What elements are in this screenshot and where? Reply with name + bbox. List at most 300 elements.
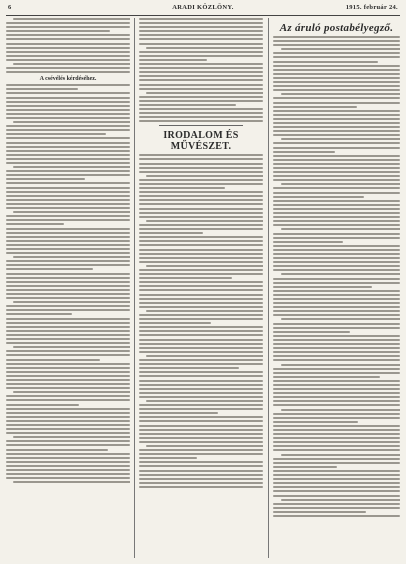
text-block [6,84,130,483]
text-line [139,261,263,263]
text-line [273,368,400,370]
text-line [139,380,263,382]
text-line [139,232,203,234]
text-line [6,404,79,406]
text-line [273,192,400,194]
text-line [6,318,130,320]
text-line [6,449,108,451]
text-line [6,223,64,225]
text-line [139,384,263,386]
text-line [6,248,130,250]
text-line [6,416,130,418]
text-line [273,114,400,116]
text-line [273,347,400,349]
text-line [6,412,130,414]
masthead-rule [6,15,400,16]
text-line [6,334,130,336]
text-line [139,51,263,53]
text-line [13,121,130,123]
text-line [6,101,130,103]
section-rule [159,125,243,126]
text-line [273,515,400,517]
column-1 [6,18,130,558]
text-line [6,228,130,230]
text-line [281,138,400,140]
text-line [6,297,130,299]
text-line [139,437,263,439]
text-line [273,241,343,243]
text-line [273,69,400,71]
text-line [139,465,263,467]
text-line [281,93,400,95]
text-line [273,437,400,439]
text-line [6,30,110,32]
text-line [6,387,130,389]
text-line [139,104,236,106]
text-line [139,412,218,414]
text-line [6,174,130,176]
text-line [273,331,350,333]
text-line [139,203,263,205]
text-line [6,59,130,61]
text-line [139,416,263,418]
text-line [6,432,130,434]
text-line [6,88,78,90]
text-line [6,55,130,57]
text-line [6,51,130,53]
text-line [6,359,100,361]
text-line [273,159,400,161]
text-line [273,106,357,108]
text-line [6,313,72,315]
text-line [139,240,263,242]
text-line [281,409,400,411]
text-line [139,171,263,173]
text-line [6,371,130,373]
text-line [273,466,337,468]
text-line [139,30,263,32]
text-line [6,293,130,295]
text-line [146,47,263,49]
text-line [273,212,400,214]
text-line [273,269,400,271]
text-line [273,36,400,38]
text-line [273,323,400,325]
text-line [6,264,130,266]
text-line [273,81,400,83]
text-line [273,286,372,288]
text-line [139,116,263,118]
text-line [273,265,400,267]
text-line [273,343,400,345]
text-line [273,155,400,157]
text-line [273,278,400,280]
text-line [273,327,400,329]
text-line [6,375,130,377]
text-line [6,428,130,430]
text-line [139,363,263,365]
text-line [273,179,400,181]
text-line [273,204,400,206]
text-line [273,44,400,46]
text-line [273,433,400,435]
text-line [146,355,263,357]
text-line [139,302,263,304]
text-line [139,120,263,122]
text-line [6,440,130,442]
text-line [273,503,400,505]
text-line [146,445,263,447]
text-line [273,122,400,124]
text-line [6,34,130,36]
text-line [139,67,263,69]
text-line [139,347,263,349]
text-line [273,147,400,149]
text-line [273,233,400,235]
text-line [273,261,400,263]
text-line [273,388,400,390]
text-line [6,219,130,221]
text-line [273,425,400,427]
text-line [6,469,130,471]
text-line [6,354,130,356]
text-line [6,47,130,49]
text-line [139,187,225,189]
text-line [273,40,400,42]
text-line [139,408,263,410]
text-line [139,71,263,73]
text-line [6,260,130,262]
text-line [6,199,130,201]
text-line [6,129,130,131]
text-line [273,429,400,431]
text-line [273,458,400,460]
text-line [6,444,130,446]
text-line [139,212,263,214]
text-line [139,388,263,390]
text-line [6,97,130,99]
text-line [273,482,400,484]
text-line [13,391,130,393]
text-line [273,253,400,255]
text-line [273,372,400,374]
text-line [273,339,400,341]
text-line [281,318,400,320]
text-line [139,228,263,230]
text-line [139,55,263,57]
text-line [6,350,130,352]
text-line [6,195,130,197]
text-line [273,314,400,316]
text-line [139,224,263,226]
text-line [6,92,130,94]
text-line [139,334,263,336]
text-line [273,208,400,210]
text-line [273,413,400,415]
text-line [273,351,400,353]
text-line [273,52,400,54]
text-line [6,150,130,152]
text-line [6,453,130,455]
text-line [281,364,400,366]
text-line [139,306,263,308]
text-line [139,367,239,369]
text-line [6,473,130,475]
text-line [139,294,263,296]
text-line [6,309,130,311]
text-line [273,449,400,451]
text-block [273,36,400,517]
text-line [6,142,130,144]
text-line [273,290,400,292]
text-line [273,196,364,198]
text-line [6,207,130,209]
text-line [273,163,400,165]
newspaper-page [6,4,400,560]
text-line [6,305,130,307]
text-line [273,495,400,497]
text-line [6,105,130,107]
text-line [139,339,263,341]
text-line [139,108,263,110]
newspaper-title: ARADI KÖZLÖNY. [172,4,234,11]
text-line [273,167,400,169]
text-line [273,355,400,357]
text-line [146,220,263,222]
text-line [139,482,263,484]
text-line [273,335,400,337]
text-line [273,404,400,406]
text-line [139,453,263,455]
text-line [139,43,263,45]
text-line [139,216,263,218]
text-line [273,200,400,202]
text-line [6,84,130,86]
text-line [273,380,400,382]
text-line [139,183,263,185]
text-line [273,474,400,476]
text-line [273,187,400,189]
text-line [139,273,263,275]
text-line [146,265,263,267]
text-line [139,470,263,472]
text-block [139,18,263,122]
text-line [6,268,93,270]
text-line [281,228,400,230]
text-line [273,298,400,300]
text-line [6,383,130,385]
text-line [6,408,130,410]
text-line [273,102,400,104]
text-line [13,436,130,438]
text-line [273,294,400,296]
text-line [139,277,232,279]
text-line [139,425,263,427]
text-line [273,56,400,58]
text-line [139,375,263,377]
text-line [139,322,211,324]
text-line [281,48,400,50]
text-line [139,392,263,394]
text-line [139,26,263,28]
text-line [273,216,400,218]
text-line [273,490,400,492]
text-line [6,367,130,369]
text-line [139,371,263,373]
text-line [139,269,263,271]
text-line [13,256,130,258]
text-line [6,125,130,127]
text-line [139,154,263,156]
text-line [146,92,263,94]
column-2 [139,18,263,558]
text-line [6,178,85,180]
text-line [6,326,130,328]
text-line [273,310,400,312]
text-line [6,363,130,365]
text-line [273,462,400,464]
text-line [6,338,130,340]
text-line [6,117,130,119]
text-line [6,191,130,193]
text-line [273,61,378,63]
text-line [6,465,130,467]
text-line [6,477,130,479]
text-line [139,63,263,65]
text-line [139,244,263,246]
text-line [139,441,263,443]
text-line [6,43,130,45]
text-line [13,63,130,65]
text-line [139,100,263,102]
column-divider [134,18,135,558]
text-line [139,298,263,300]
text-line [139,351,263,353]
text-line [6,38,130,40]
text-line [139,449,263,451]
text-line [281,454,400,456]
text-line [139,167,263,169]
text-line [273,486,400,488]
text-line [13,211,130,213]
text-line [139,195,263,197]
text-line [139,404,263,406]
text-line [273,478,400,480]
text-line [139,433,263,435]
text-line [139,158,263,160]
text-line [6,154,130,156]
text-line [6,322,130,324]
text-line [139,359,263,361]
text-line [6,240,130,242]
text-line [139,199,263,201]
text-line [6,424,130,426]
text-line [273,384,400,386]
text-line [6,203,130,205]
text-line [273,306,400,308]
text-line [273,151,335,153]
column-3 [273,18,400,558]
section-heading: IRODALOM ÉS MŰVÉSZET. [163,130,239,153]
section-heading: A csévélés kérdéséhez. [39,76,97,83]
text-line [273,441,400,443]
text-line [139,112,263,114]
text-line [273,302,400,304]
article-title: Az áruló postabélyegző. [279,22,394,34]
text-line [139,318,263,320]
text-line [6,158,130,160]
text-line [139,474,263,476]
text-line [273,359,400,361]
text-line [6,137,130,139]
text-line [6,146,130,148]
text-line [273,376,380,378]
text-line [139,257,263,259]
text-line [273,470,400,472]
text-line [6,244,130,246]
text-line [6,330,130,332]
text-line [6,22,130,24]
text-line [6,133,106,135]
text-line [139,343,263,345]
text-line [273,507,400,509]
text-line [273,237,400,239]
text-line [273,110,400,112]
text-line [139,396,263,398]
text-line [273,220,400,222]
text-line [6,395,130,397]
page-number: 6 [8,4,12,11]
text-line [13,166,130,168]
text-line [6,170,130,172]
text-line [139,429,263,431]
text-line [6,420,130,422]
text-line [273,282,400,284]
text-line [281,183,400,185]
text-line [273,417,400,419]
text-line [273,249,400,251]
text-line [139,75,263,77]
text-line [6,182,130,184]
text-line [139,236,263,238]
issue-date: 1915. február 24. [345,4,398,11]
text-line [6,342,130,344]
text-line [273,257,400,259]
text-line [6,71,130,73]
text-line [139,84,263,86]
text-line [6,457,130,459]
text-line [273,445,400,447]
text-line [273,77,400,79]
text-line [6,285,130,287]
text-line [273,421,358,423]
text-line [139,38,263,40]
text-line [273,171,400,173]
text-line [139,59,207,61]
text-line [273,400,400,402]
text-line [13,481,130,483]
text-line [6,252,130,254]
text-line [139,96,263,98]
text-line [139,289,263,291]
text-block [139,154,263,488]
text-line [139,88,263,90]
text-line [139,22,263,24]
text-line [6,232,130,234]
text-line [273,396,400,398]
text-line [273,97,400,99]
text-line [139,249,263,251]
